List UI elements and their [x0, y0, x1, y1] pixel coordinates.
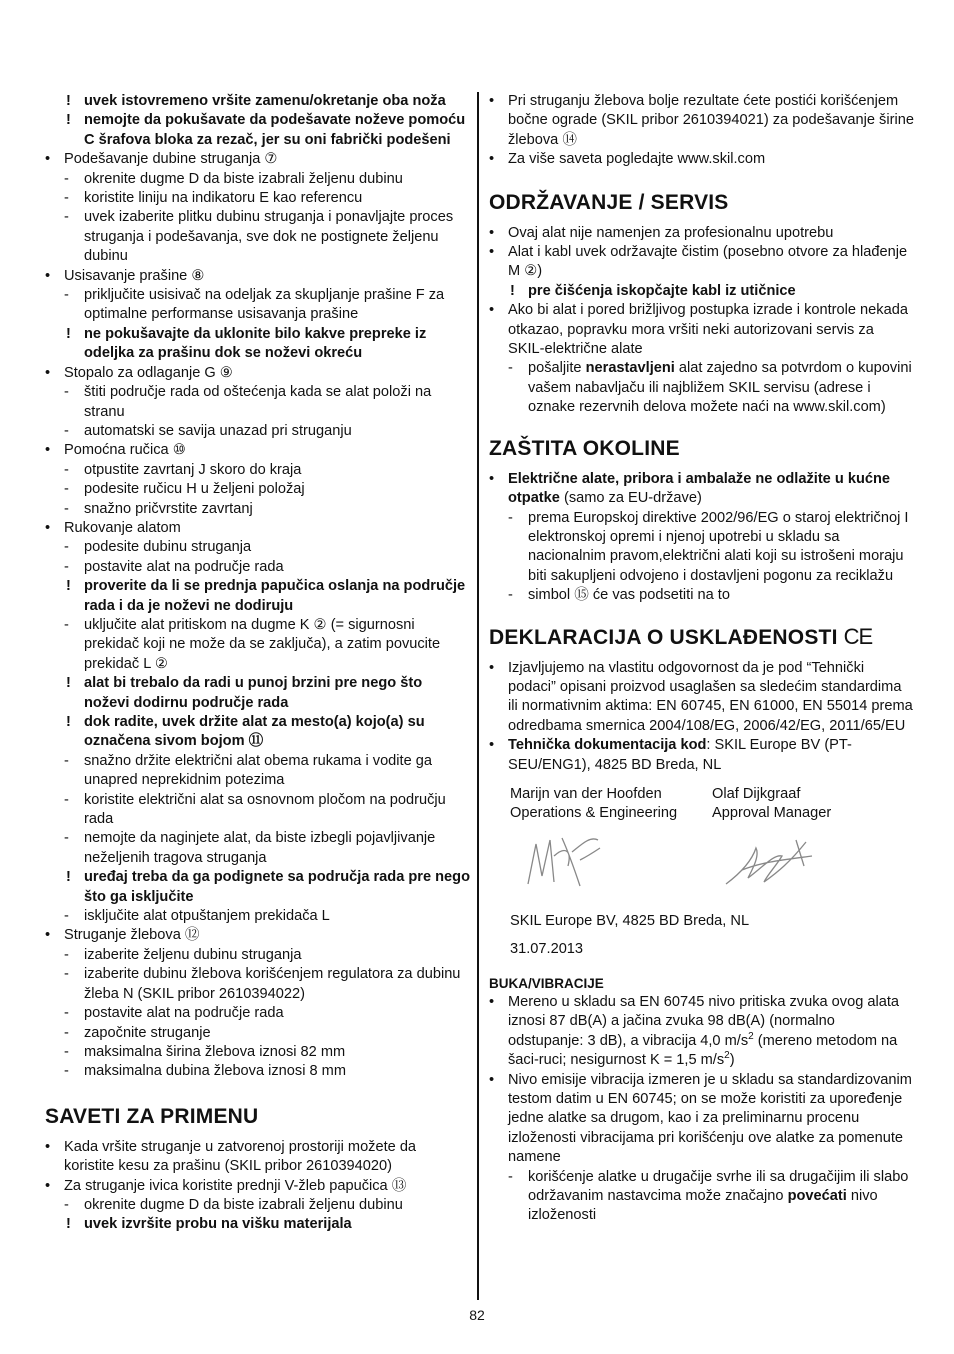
- item-text: Pri struganju žlebova bolje rezultate ćete postići korišćenjem bočne ograde (SKIL pribor 2610394021) za podešavanje širine žlebova ⑭: [508, 93, 914, 148]
- bullet-marker: •: [489, 302, 495, 319]
- bullet-item: [489, 224, 914, 243]
- item-text: okrenite dugme D da biste izabrali željenu dubinu: [84, 1196, 403, 1213]
- bullet-marker: •: [45, 1177, 51, 1194]
- warning-item: [489, 282, 914, 301]
- dash-item: [45, 616, 470, 674]
- dash-marker: -: [64, 1005, 69, 1022]
- item-text: uvek izaberite plitku dubinu struganja i ponavljajte proces struganja i podešavanja, sve dok ne postignete željenu dubinu: [84, 209, 454, 265]
- bullet-marker: •: [45, 151, 51, 168]
- dash-item: [45, 383, 470, 422]
- bullet-marker: •: [45, 267, 51, 284]
- warning-item: [45, 868, 470, 907]
- bullet-marker: •: [45, 1138, 51, 1155]
- item-text-part: Tehnička dokumentacija kod: [508, 737, 707, 754]
- item-text-part: 2: [748, 1030, 754, 1042]
- item-text: štiti područje rada od oštećenja kada se alat položi na stranu: [84, 384, 432, 420]
- bullet-marker: •: [489, 93, 495, 109]
- signature-left-image: [510, 826, 610, 896]
- signature-date: 31.07.2013: [510, 941, 584, 958]
- ce-mark-icon: CE: [843, 623, 873, 649]
- dash-item: [489, 1168, 914, 1226]
- column-divider: [477, 92, 479, 1300]
- dash-item: [45, 946, 470, 965]
- item-text: uvek izvršite probu na višku materijala: [84, 1216, 352, 1233]
- item-text: Za struganje ivica koristite prednji V-žleb papučica ⑬: [64, 1177, 407, 1194]
- section-heading: [489, 190, 914, 216]
- item-text-part: (samo za EU-države): [559, 490, 702, 507]
- dash-marker: -: [64, 500, 69, 517]
- dash-item: [45, 170, 470, 189]
- item-text: maksimalna dubina žlebova iznosi 8 mm: [84, 1063, 346, 1080]
- warning-marker: !: [66, 112, 71, 129]
- item-text: Ako bi alat i pored brižljivog postupka izrade i kontrole nekada otkazao, popravku mora vršiti neki autorizovani servis za SKIL-električne alate: [508, 302, 908, 358]
- item-text: proverite da li se prednja papučica oslanja na područje rada i da je noževi ne dodiruju: [84, 578, 466, 614]
- item-text: postavite alat na područje rada: [84, 1005, 284, 1022]
- item-text: DEKLARACIJA O USKLAĐENOSTI: [489, 625, 838, 649]
- bullet-marker: •: [489, 244, 495, 261]
- bullet-item: [45, 364, 470, 383]
- bullet-item: [45, 1177, 470, 1196]
- item-text: Usisavanje prašine ⑧: [64, 267, 205, 284]
- item-text: SAVETI ZA PRIMENU: [45, 1104, 259, 1128]
- item-text: snažno pričvrstite zavrtanj: [84, 500, 253, 517]
- item-text: otpustite zavrtanj J skoro do kraja: [84, 461, 302, 478]
- warning-marker: !: [66, 675, 71, 692]
- right-top-section: [489, 92, 914, 775]
- bullet-item: [489, 993, 914, 1071]
- dash-item: [45, 1024, 470, 1043]
- warning-item: [45, 577, 470, 616]
- dash-item: [45, 461, 470, 480]
- item-text: uređaj treba da ga podignete sa područja rada pre nego što ga isključite: [84, 869, 471, 905]
- item-text: isključite alat otpuštanjem prekidača L: [84, 908, 330, 925]
- dash-marker: -: [508, 587, 513, 604]
- dash-marker: -: [64, 558, 69, 575]
- bullet-marker: •: [45, 927, 51, 944]
- dash-item: [45, 558, 470, 577]
- dash-marker: -: [64, 1196, 69, 1213]
- item-text: ne pokušavajte da uklonite bilo kakve prepreke iz odeljka za prašinu dok se noževi okreću: [84, 325, 427, 362]
- item-text: Kada vršite struganje u zatvorenoj prostoriji možete da koristite kesu za prašinu (SKIL pribor 2610394020): [64, 1138, 417, 1175]
- dash-item: [45, 1062, 470, 1081]
- signer-left-name: Marijn van der Hoofden: [510, 785, 662, 802]
- item-text-part: (mereno metodom na šaci-ruci; nesigurnost K = 1,5 m/s: [508, 1032, 898, 1069]
- dash-marker: -: [64, 616, 69, 633]
- item-text-part: nerastavljeni: [585, 360, 675, 377]
- dash-marker: -: [64, 170, 69, 187]
- warning-marker: !: [510, 282, 515, 299]
- dash-marker: -: [64, 209, 69, 226]
- item-text: simbol ⑮ će vas podsetiti na to: [528, 587, 730, 604]
- dash-marker: -: [508, 360, 513, 377]
- section-heading: [45, 1104, 470, 1130]
- dash-marker: -: [508, 509, 513, 526]
- item-text: koristite liniju na indikatoru E kao referencu: [84, 190, 363, 207]
- item-text: Za više saveta pogledajte www.skil.com: [508, 151, 766, 168]
- item-text: podesite dubinu struganja: [84, 539, 252, 556]
- bullet-item: [489, 243, 914, 282]
- dash-item: [45, 208, 470, 266]
- dash-marker: -: [64, 752, 69, 769]
- warning-item: [45, 92, 470, 111]
- bullet-marker: •: [489, 659, 495, 676]
- company-address: SKIL Europe BV, 4825 BD Breda, NL: [510, 912, 750, 929]
- dash-item: [45, 189, 470, 208]
- warning-item: [45, 674, 470, 713]
- dash-item: [45, 907, 470, 926]
- dash-marker: -: [508, 1168, 513, 1185]
- signer-right-role: Approval Manager: [712, 805, 832, 822]
- item-text: uvek istovremeno vršite zamenu/okretanje oba noža: [84, 93, 446, 109]
- dash-item: [45, 286, 470, 325]
- dash-item: [489, 509, 914, 587]
- item-text-part: povećati: [787, 1188, 847, 1205]
- dash-marker: -: [64, 287, 69, 304]
- dash-marker: -: [64, 966, 69, 983]
- item-text: Stopalo za odlaganje G ⑨: [64, 364, 233, 381]
- bullet-marker: •: [489, 1071, 495, 1088]
- bullet-item: [489, 736, 914, 775]
- item-text-part: Mereno u skladu sa EN 60745 nivo pritiska zvuka ovog alata iznosi 87 dB(A) a jačina zvuka 98 dB(A) (normalno odstupanje: 3 dB), a vibracija 4,0 m/s: [508, 994, 900, 1049]
- warning-item: [45, 325, 470, 364]
- section-heading: [489, 624, 914, 651]
- bullet-item: [45, 150, 470, 169]
- item-text: Alat i kabl uvek održavajte čistim (posebno otvore za hlađenje M ②): [508, 244, 908, 280]
- item-text: koristite električni alat sa osnovnom pločom na području rada: [84, 791, 446, 828]
- bullet-item: [45, 267, 470, 286]
- dash-item: [45, 1004, 470, 1023]
- bullet-item: [489, 301, 914, 359]
- dash-marker: -: [64, 190, 69, 207]
- dash-item: [45, 965, 470, 1004]
- dash-item: [45, 1043, 470, 1062]
- warning-marker: !: [66, 325, 71, 342]
- dash-marker: -: [64, 1024, 69, 1041]
- left-column: [45, 92, 470, 1235]
- item-text-part: Električne alate, pribora i ambalaže ne odlažite u kućne otpatke: [508, 470, 891, 507]
- item-text: BUKA/VIBRACIJE: [489, 975, 604, 991]
- item-text: Nivo emisije vibracija izmeren je u skladu sa standardizovanim testom datim u EN 60745; on se može koristiti za upoređenje jedne alatke sa drugom, kao i za preliminarnu procenu izloženosti vibracijama pri korišćenju ove alatke za pomenute namene: [508, 1071, 912, 1166]
- warning-item: [45, 111, 470, 150]
- bullet-item: [489, 1071, 914, 1168]
- bullet-item: [489, 470, 914, 509]
- dash-marker: -: [64, 422, 69, 439]
- dash-marker: -: [64, 539, 69, 556]
- item-text-part: korišćenje alatke u drugačije svrhe ili sa drugačijim ili slabo održavanim nastavcima može značajno: [528, 1168, 909, 1205]
- bullet-marker: •: [489, 151, 495, 168]
- bullet-item: [489, 92, 914, 150]
- dash-item: [489, 359, 914, 417]
- right-bottom-section: [489, 974, 914, 1226]
- dash-item: [45, 422, 470, 441]
- dash-item: [45, 538, 470, 557]
- dash-item: [45, 752, 470, 791]
- dash-marker: -: [64, 908, 69, 925]
- warning-item: [45, 1215, 470, 1234]
- item-text-part: alat zajedno sa potvrdom o kupovini vašem nabavljaču ili najbližem SKIL servisu (adrese i oznake rezervnih delova možete naći na www.skil.com): [528, 360, 912, 416]
- item-text: nemojte da naginjete alat, da biste izbegli pojavljivanje neželjenih tragova struganja: [84, 830, 436, 866]
- page-number: 82: [469, 1307, 485, 1323]
- item-text-part: nivo izloženosti: [528, 1188, 878, 1224]
- dash-item: [45, 1196, 470, 1215]
- signature-block: [489, 785, 914, 960]
- item-text: Izjavljujemo na vlastitu odgovornost da je pod “Tehnički podaci” opisani proizvod usaglašen sa sledećim standardima ili normativnim aktima: EN 60745, EN 61000, EN 55014 prema odredbama smernica 2004/108/EG, 2006/42/EG, 2011/65/EU: [508, 659, 913, 734]
- dash-marker: -: [64, 1043, 69, 1060]
- item-text: automatski se savija unazad pri struganju: [84, 422, 352, 439]
- item-text: izaberite željenu dubinu struganja: [84, 946, 302, 963]
- item-text: podesite ručicu H u željeni položaj: [84, 481, 305, 498]
- bullet-marker: •: [489, 470, 495, 487]
- item-text: izaberite dubinu žlebova korišćenjem regulatora za dubinu žleba N (SKIL pribor 2610394022): [84, 966, 461, 1002]
- dash-item: [45, 480, 470, 499]
- right-column: [489, 92, 914, 1226]
- dash-marker: -: [64, 461, 69, 478]
- dash-marker: -: [64, 946, 69, 963]
- item-text: Rukovanje alatom: [64, 519, 181, 536]
- item-text: postavite alat na područje rada: [84, 558, 284, 575]
- item-text: uključite alat pritiskom na dugme K ② (= sigurnosni prekidač koji ne može da se zaključa), a zatim povucite prekidač L ②: [84, 616, 441, 672]
- item-text: Pomoćna ručica ⑩: [64, 442, 186, 459]
- dash-item: [489, 586, 914, 605]
- signature-right-image: [712, 826, 822, 896]
- section-heading: [489, 436, 914, 462]
- item-text: maksimalna širina žlebova iznosi 82 mm: [84, 1043, 346, 1060]
- item-text-part: pošaljite: [528, 360, 586, 377]
- subsection-heading: [489, 974, 914, 993]
- dash-item: [45, 500, 470, 519]
- dash-marker: -: [64, 384, 69, 401]
- warning-marker: !: [66, 869, 71, 886]
- bullet-item: [489, 659, 914, 737]
- warning-marker: !: [66, 578, 71, 595]
- warning-item: [45, 713, 470, 752]
- dash-marker: -: [64, 481, 69, 498]
- item-text: dok radite, uvek držite alat za mesto(a) kojo(a) su označena sivom bojom ⑪: [84, 714, 425, 750]
- item-text: Ovaj alat nije namenjen za profesionalnu upotrebu: [508, 224, 834, 241]
- dash-marker: -: [64, 830, 69, 847]
- warning-marker: !: [66, 714, 71, 730]
- item-text: Struganje žlebova ⑫: [64, 927, 200, 944]
- bullet-marker: •: [45, 442, 51, 459]
- bullet-item: [489, 150, 914, 169]
- bullet-item: [45, 441, 470, 460]
- warning-marker: !: [66, 93, 71, 109]
- item-text: započnite struganje: [84, 1024, 211, 1041]
- item-text-part: ): [729, 1052, 735, 1069]
- item-text: snažno držite električni alat obema rukama i vodite ga unapred neprekidnim potezima: [84, 752, 432, 789]
- bullet-item: [45, 519, 470, 538]
- dash-marker: -: [64, 1063, 69, 1080]
- dash-item: [45, 791, 470, 830]
- item-text: okrenite dugme D da biste izabrali željenu dubinu: [84, 170, 403, 187]
- bullet-marker: •: [489, 224, 495, 241]
- bullet-item: [45, 926, 470, 945]
- item-text-part: : SKIL Europe BV (PT-SEU/ENG1), 4825 BD Breda, NL: [508, 737, 852, 773]
- bullet-marker: •: [489, 737, 495, 754]
- item-text: ODRŽAVANJE / SERVIS: [489, 190, 729, 214]
- bullet-marker: •: [489, 994, 495, 1010]
- bullet-marker: •: [45, 364, 51, 381]
- dash-item: [45, 829, 470, 868]
- warning-marker: !: [66, 1216, 71, 1233]
- item-text: pre čišćenja iskopčajte kabl iz utičnice: [528, 282, 796, 299]
- item-text-part: 2: [724, 1050, 730, 1062]
- item-text: priključite usisivač na odeljak za skupljanje prašine F za optimalne performanse usisavanja prašine: [84, 287, 445, 323]
- item-text: alat bi trebalo da radi u punoj brzini pre nego što noževi dodirnu područje rada: [84, 675, 423, 711]
- item-text: Podešavanje dubine struganja ⑦: [64, 151, 278, 168]
- bullet-item: [45, 1138, 470, 1177]
- item-text: nemojte da pokušavate da podešavate noževe pomoću C šrafova bloka za rezač, jer su oni fabrički podešeni: [84, 112, 466, 148]
- bullet-marker: •: [45, 519, 51, 536]
- signer-left-role: Operations & Engineering: [510, 805, 678, 822]
- item-text: prema Europskoj direktive 2002/96/EG o staroj električnoj I elektronskoj opremi i njenoj upotrebi u skladu sa nacionalnim pravom,električni alati koji su istrošeni moraju biti sakupljeni odvojeno i dostavljeni pogonu za reciklažu: [528, 509, 909, 584]
- dash-marker: -: [64, 791, 69, 808]
- signer-right-name: Olaf Dijkgraaf: [712, 785, 801, 802]
- item-text: ZAŠTITA OKOLINE: [489, 436, 680, 460]
